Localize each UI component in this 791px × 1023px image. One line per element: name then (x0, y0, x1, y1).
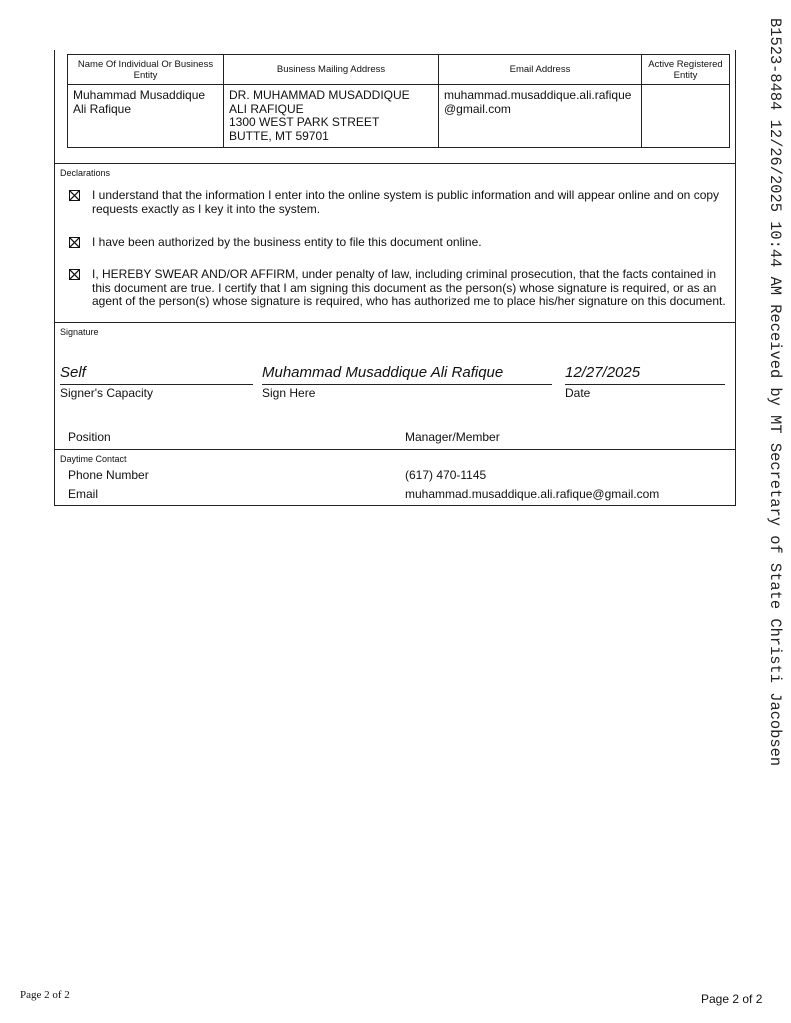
declaration-item (69, 236, 737, 250)
address-line: ALI RAFIQUE (229, 101, 304, 116)
registered-agent-table (67, 54, 730, 148)
cell-name (68, 85, 224, 148)
position-value: Manager/Member (405, 430, 500, 444)
form-frame (54, 50, 736, 506)
received-stamp (764, 18, 784, 1018)
declaration-text: I have been authorized by the business entity to file this document online. (92, 235, 482, 249)
email-label: Email (68, 487, 99, 501)
name-line: Ali Rafique (73, 101, 132, 116)
table-row (68, 85, 730, 148)
declarations-label: Declarations (60, 168, 111, 178)
divider (55, 322, 735, 323)
cell-address (224, 85, 439, 148)
header-email: Email Address (439, 55, 642, 85)
sign-here-caption: Sign Here (262, 386, 316, 400)
cell-active (642, 85, 730, 148)
signer-capacity-caption: Signer's Capacity (60, 386, 153, 400)
checkbox-checked-icon[interactable] (69, 190, 80, 201)
declaration-text: I, HEREBY SWEAR AND/OR AFFIRM, under penalty of law, including criminal prosecution, that the facts contained in this document are true. I certify that I am signing this document as the person(s) whose signature is required, or as an agent of the person(s) whose signature is required, who has authorized me to place his/her signature on this document. (92, 267, 726, 308)
daytime-contact-label: Daytime Contact (60, 454, 127, 464)
position-label: Position (68, 430, 111, 444)
date-line (565, 384, 725, 385)
email-line: muhammad.musaddique.ali.rafique (444, 88, 632, 102)
address-line: 1300 WEST PARK STREET (229, 115, 380, 129)
phone-label: Phone Number (68, 468, 149, 482)
divider (55, 449, 735, 450)
divider (55, 163, 735, 164)
checkbox-checked-icon[interactable] (69, 237, 80, 248)
page-number-right: Page 2 of 2 (701, 992, 763, 1006)
address-line: BUTTE, MT 59701 (229, 128, 329, 143)
header-active: Active Registered Entity (642, 55, 730, 85)
declaration-item (69, 268, 737, 309)
date-caption: Date (565, 386, 591, 400)
checkbox-checked-icon[interactable] (69, 269, 80, 280)
address-line: DR. MUHAMMAD MUSADDIQUE (229, 88, 410, 102)
signature-value: Muhammad Musaddique Ali Rafique (262, 364, 504, 381)
received-stamp-text: B1523-8484 12/26/2025 10:44 AM Received by MT Secretary of State Christi Jacobsen (766, 18, 784, 767)
header-name: Name Of Individual Or Business Entity (68, 55, 224, 85)
email-value: muhammad.musaddique.ali.rafique@gmail.com (405, 487, 660, 501)
cell-email (439, 85, 642, 148)
email-line: @gmail.com (444, 101, 511, 116)
declaration-item (69, 189, 737, 216)
name-line: Muhammad Musaddique (73, 88, 206, 102)
signature-line (262, 384, 552, 385)
table-header-row (68, 55, 730, 85)
date-value: 12/27/2025 (565, 364, 641, 381)
signature-label: Signature (60, 327, 99, 337)
page-number-left: Page 2 of 2 (20, 989, 70, 1001)
header-address: Business Mailing Address (224, 55, 439, 85)
signer-capacity-line (60, 384, 253, 385)
signer-capacity-value: Self (60, 364, 86, 381)
phone-value: (617) 470-1145 (405, 468, 487, 482)
declaration-text: I understand that the information I enter into the online system is public information and will appear online and on copy requests exactly as I key it into the system. (92, 188, 720, 216)
